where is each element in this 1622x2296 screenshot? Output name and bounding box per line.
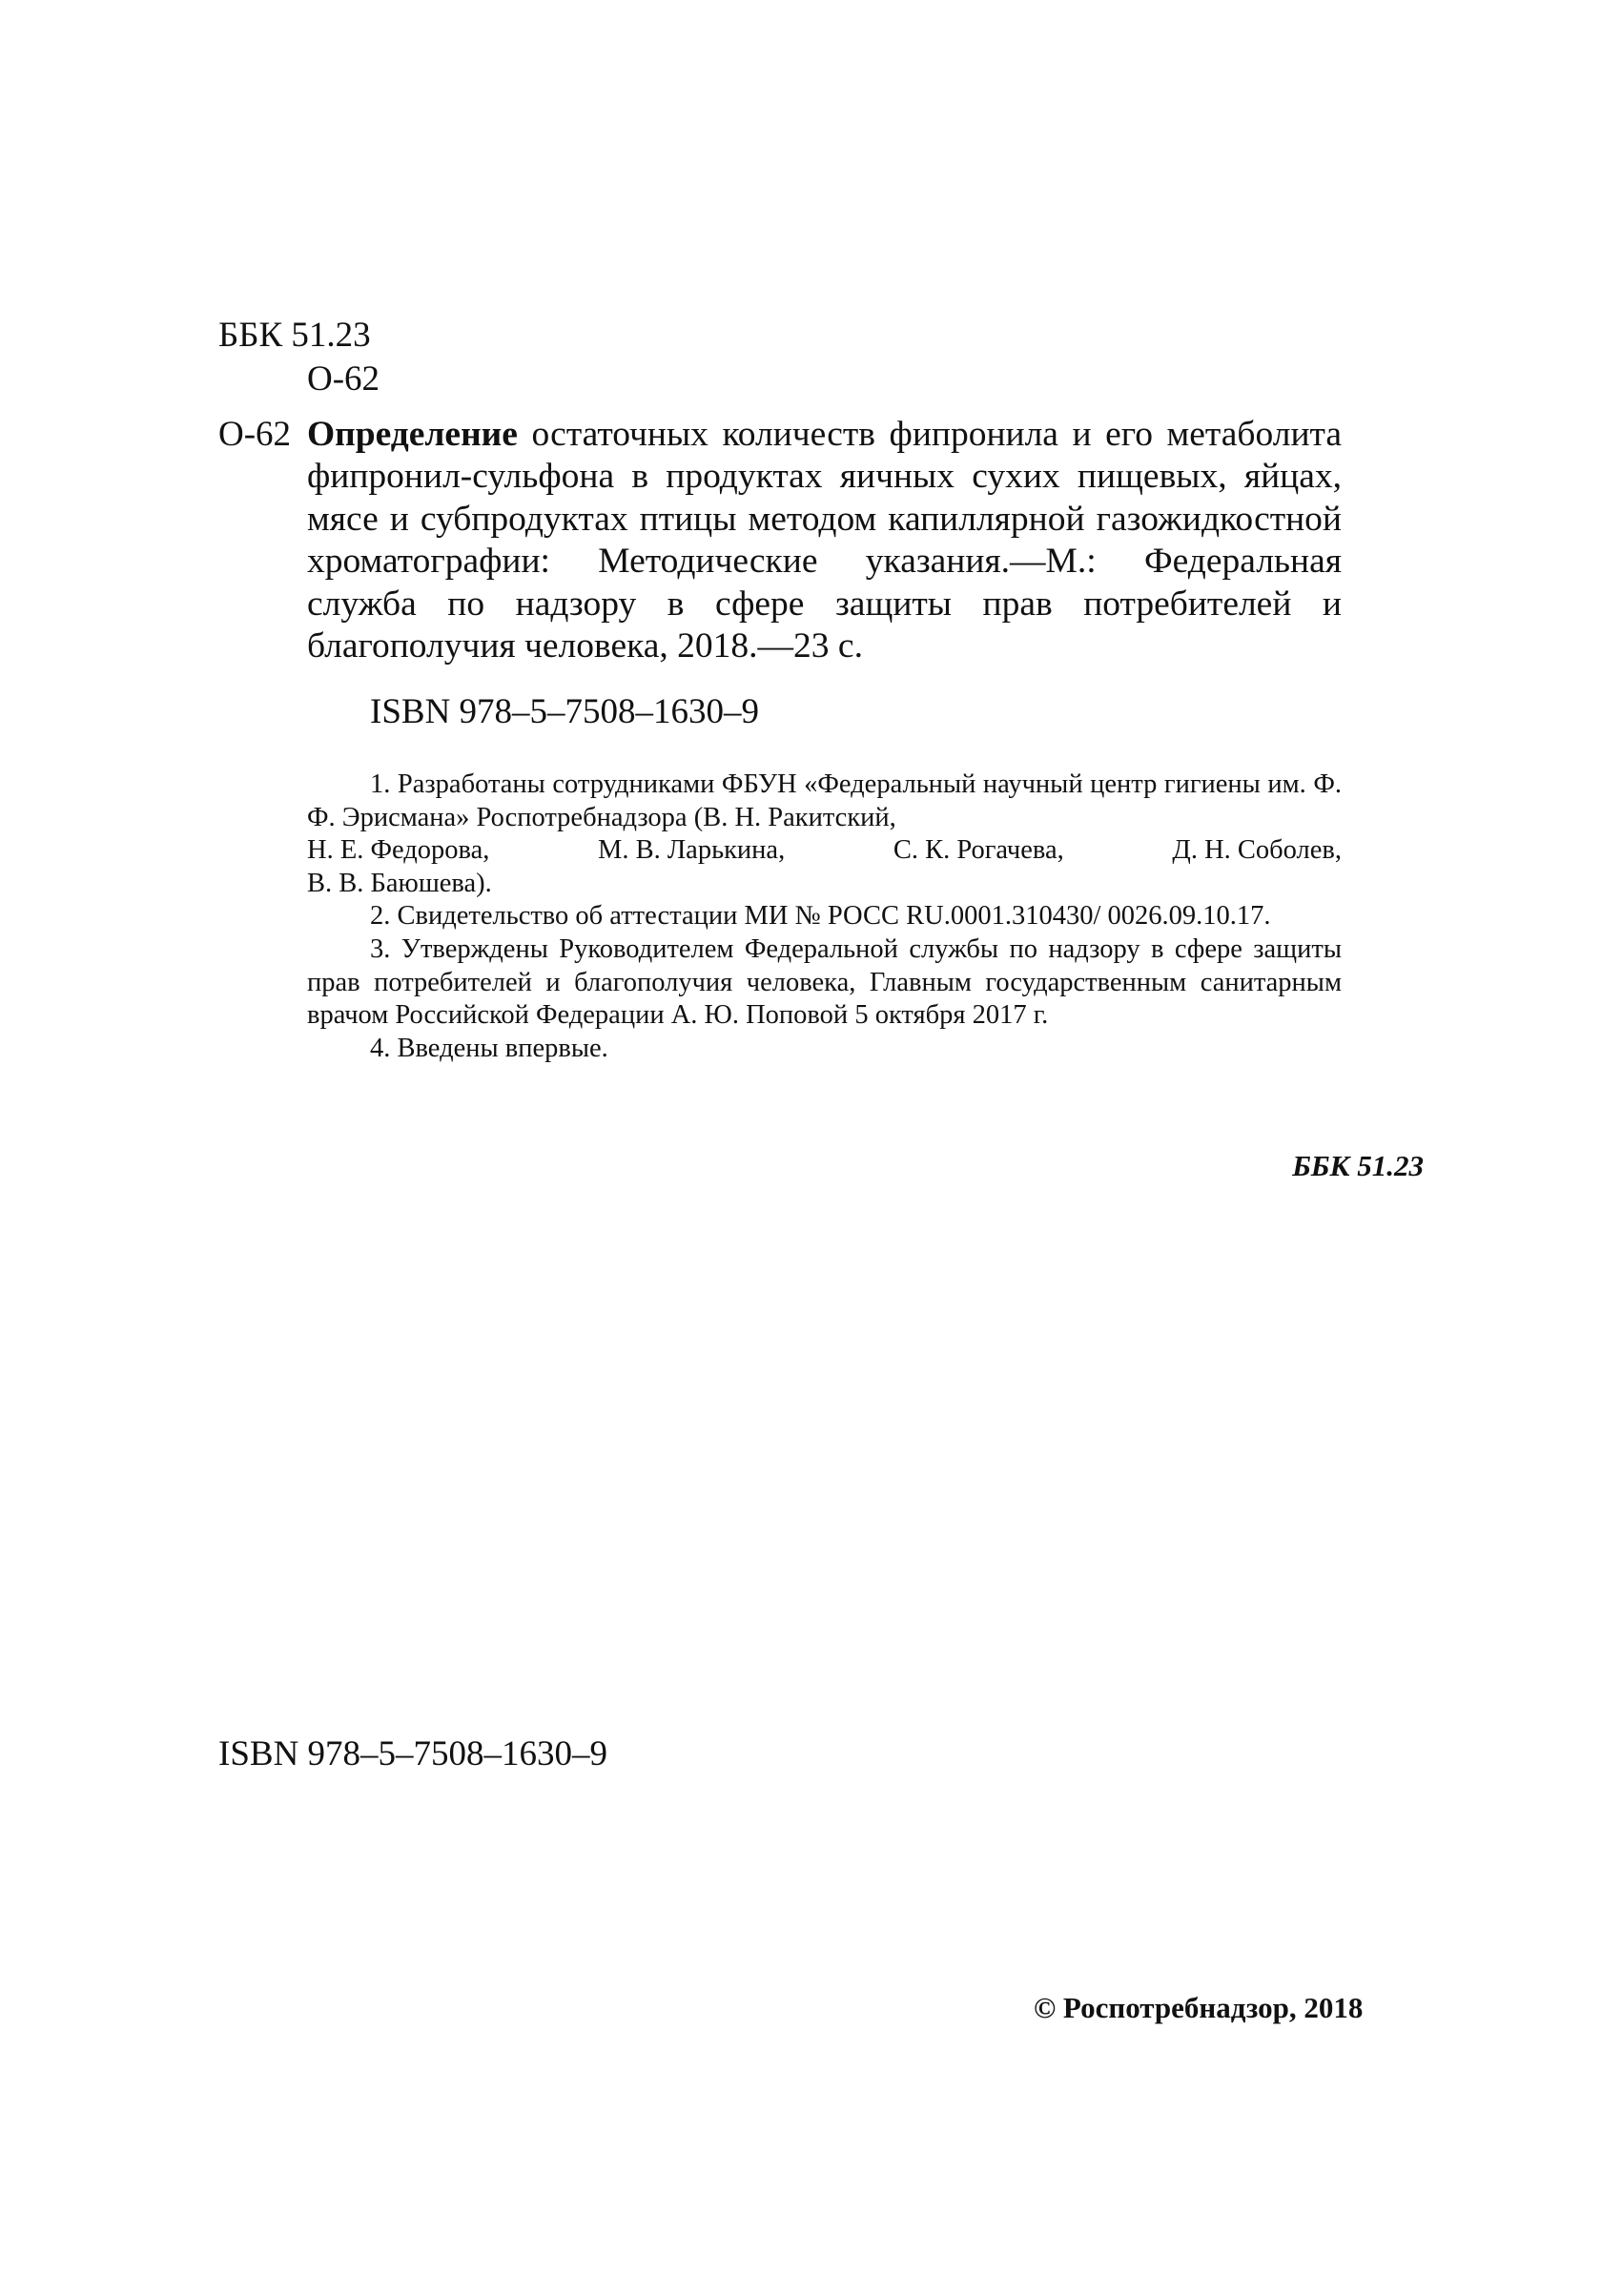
bbk-code: ББК 51.23 — [218, 316, 371, 355]
bbk-right: ББК 51.23 — [1292, 1149, 1424, 1182]
authors-line — [307, 834, 1342, 868]
note-approval: 3. Утверждены Руководителем Федеральной службы по надзору в сфере защиты прав потребителей и благополучия человека, Главным государственным санитарным врачом Российской Федерации А. Ю. Поповой 5 октября 2017 г. — [307, 933, 1342, 1031]
isbn-bottom: ISBN 978–5–7508–1630–9 — [218, 1734, 608, 1773]
author-name: С. К. Рогачева, — [893, 835, 1064, 866]
author-name-last: В. В. Баюшева). — [307, 868, 492, 898]
title-bold: Определение — [307, 415, 518, 454]
title-rest: остаточных количеств фипронила и его метаболита фипронил-сульфона в продуктах яичных сухих пищевых, яйцах, мясе и субпродуктах птицы методом капиллярной газожидкостной хроматографии: Методические указания.—М.: Федеральная служба по надзору в сфере защиты прав потребителей и благополучия человека, 2018.—23 с. — [307, 415, 1342, 666]
author-name: М. В. Ларькина, — [598, 835, 786, 866]
author-sign-left: О-62 — [218, 415, 292, 454]
author-name: Н. Е. Федорова, — [307, 835, 490, 866]
notes-block — [307, 769, 1342, 1065]
author-name: Д. Н. Соболев, — [1172, 835, 1342, 866]
copyright: © Роспотребнадзор, 2018 — [1034, 1991, 1364, 2024]
author-sign-top: О-62 — [307, 359, 380, 399]
bibliographic-description — [307, 414, 1342, 667]
note-certificate: 2. Свидетельство об аттестации МИ № РОСС RU.0001.310430/ 0026.09.10.17. — [370, 901, 1271, 932]
isbn-main: ISBN 978–5–7508–1630–9 — [370, 692, 760, 731]
note-introduced: 4. Введены впервые. — [370, 1033, 608, 1063]
note-developers: 1. Разработаны сотрудниками ФБУН «Федеральный научный центр гигиены им. Ф. Ф. Эрисмана» Роспотребнадзора (В. Н. Ракитский, — [307, 769, 1342, 832]
